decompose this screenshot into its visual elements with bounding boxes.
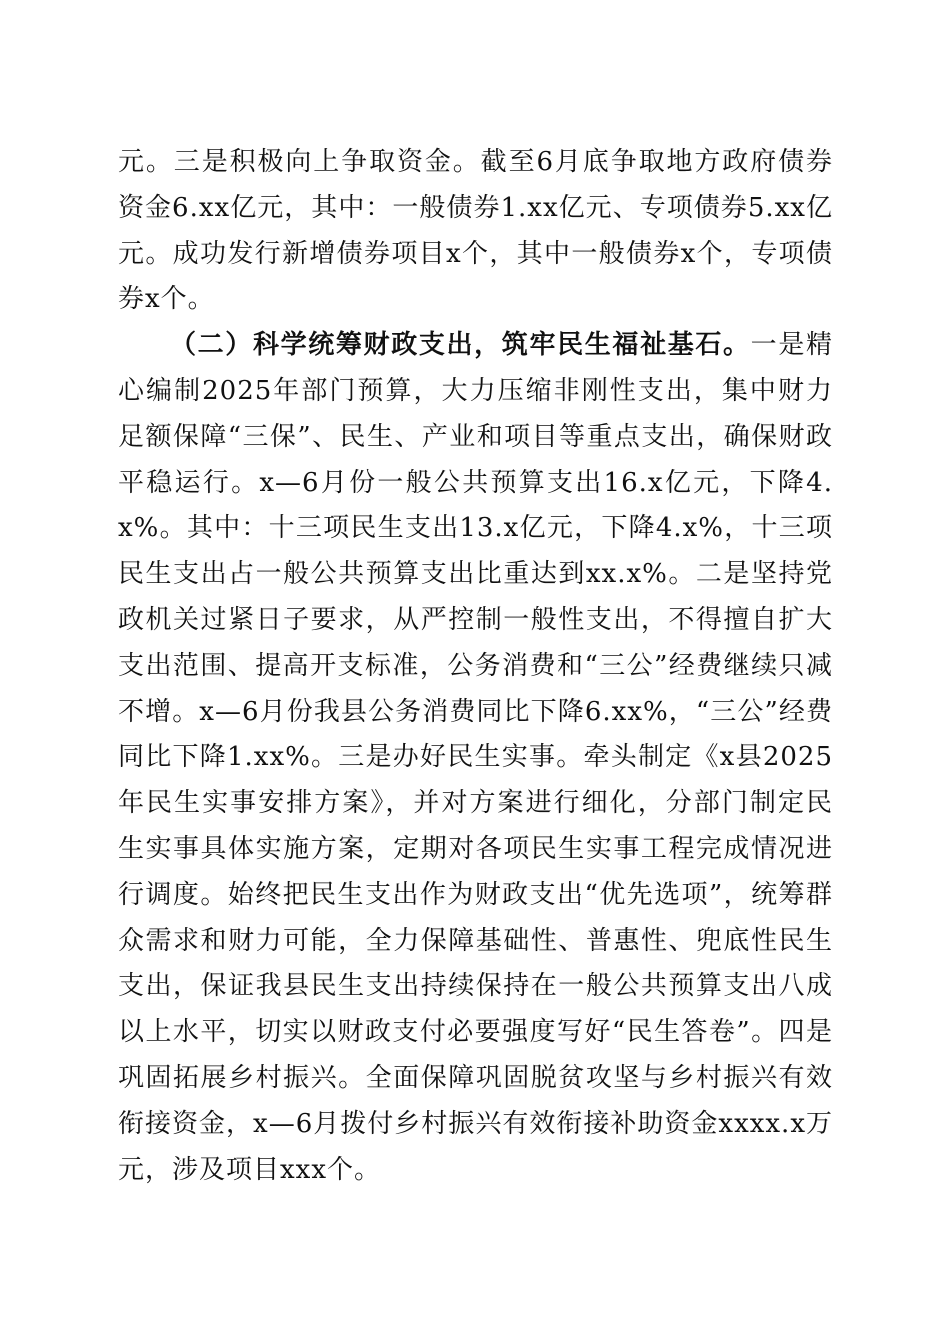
- section-heading: （二）科学统筹财政支出，筑牢民生福祉基石。: [170, 330, 751, 361]
- document-page: [118, 140, 833, 1193]
- paragraph-funding: 元。三是积极向上争取资金。截至6月底争取地方政府债券资金6.xx亿元，其中：一般债券1.xx亿元、专项债券5.xx亿元。成功发行新增债券项目x个，其中一般债券x个，专项债券x个。: [118, 147, 833, 315]
- section-body: 一是精心编制2025年部门预算，大力压缩非刚性支出，集中财力足额保障“三保”、民生、产业和项目等重点支出，确保财政平稳运行。x—6月份一般公共预算支出16.x亿元，下降4.x%。其中：十三项民生支出13.x亿元，下降4.x%，十三项民生支出占一般公共预算支出比重达到xx.x%。二是坚持党政机关过紧日子要求，从严控制一般性支出，不得擅自扩大支出范围、提高开支标准，公务消费和“三公”经费继续只减不增。x—6月份我县公务消费同比下降6.xx%，“三公”经费同比下降1.xx%。三是办好民生实事。牵头制定《x县2025年民生实事安排方案》，并对方案进行细化，分部门制定民生实事具体实施方案，定期对各项民生实事工程完成情况进行调度。始终把民生支出作为财政支出“优先选项”，统筹群众需求和财力可能，全力保障基础性、普惠性、兜底性民生支出，保证我县民生支出持续保持在一般公共预算支出八成以上水平，切实以财政支付必要强度写好“民生答卷”。四是巩固拓展乡村振兴。全面保障巩固脱贫攻坚与乡村振兴有效衔接资金，x—6月拨付乡村振兴有效衔接补助资金xxxx.x万元，涉及项目xxx个。: [118, 330, 833, 1185]
- paragraph-expenditure: [118, 323, 833, 1193]
